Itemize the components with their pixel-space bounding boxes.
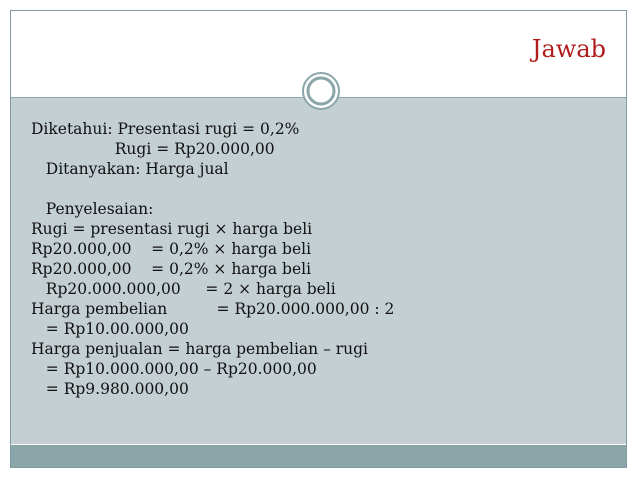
text-line-solution: Penyelesaian: (31, 200, 154, 218)
text-line-step2: Rp20.000,00 = 0,2% × harga beli (31, 260, 312, 278)
text-line-loss: Rugi = Rp20.000,00 (31, 140, 275, 158)
text-line-purchase: Harga pembelian = Rp20.000.000,00 : 2 (31, 300, 395, 318)
text-line-purchase-result: = Rp10.00.000,00 (31, 320, 189, 338)
footer-band (11, 445, 626, 467)
text-line-sale-result: = Rp9.980.000,00 (31, 380, 189, 398)
text-line-asked: Ditanyakan: Harga jual (31, 160, 229, 178)
content-text (31, 119, 394, 399)
text-line-blank (31, 179, 394, 199)
text-line-step3: Rp20.000.000,00 = 2 × harga beli (31, 280, 336, 298)
text-line-formula: Rugi = presentasi rugi × harga beli (31, 220, 313, 238)
text-line-sale-calc: = Rp10.000.000,00 – Rp20.000,00 (31, 360, 317, 378)
text-line-sale: Harga penjualan = harga pembelian – rugi (31, 340, 369, 358)
slide-title: Jawab (531, 35, 606, 63)
text-line-known: Diketahui: Presentasi rugi = 0,2% (31, 120, 300, 138)
circle-ornament-icon (301, 71, 341, 111)
text-line-step1: Rp20.000,00 = 0,2% × harga beli (31, 240, 312, 258)
slide (10, 10, 627, 468)
